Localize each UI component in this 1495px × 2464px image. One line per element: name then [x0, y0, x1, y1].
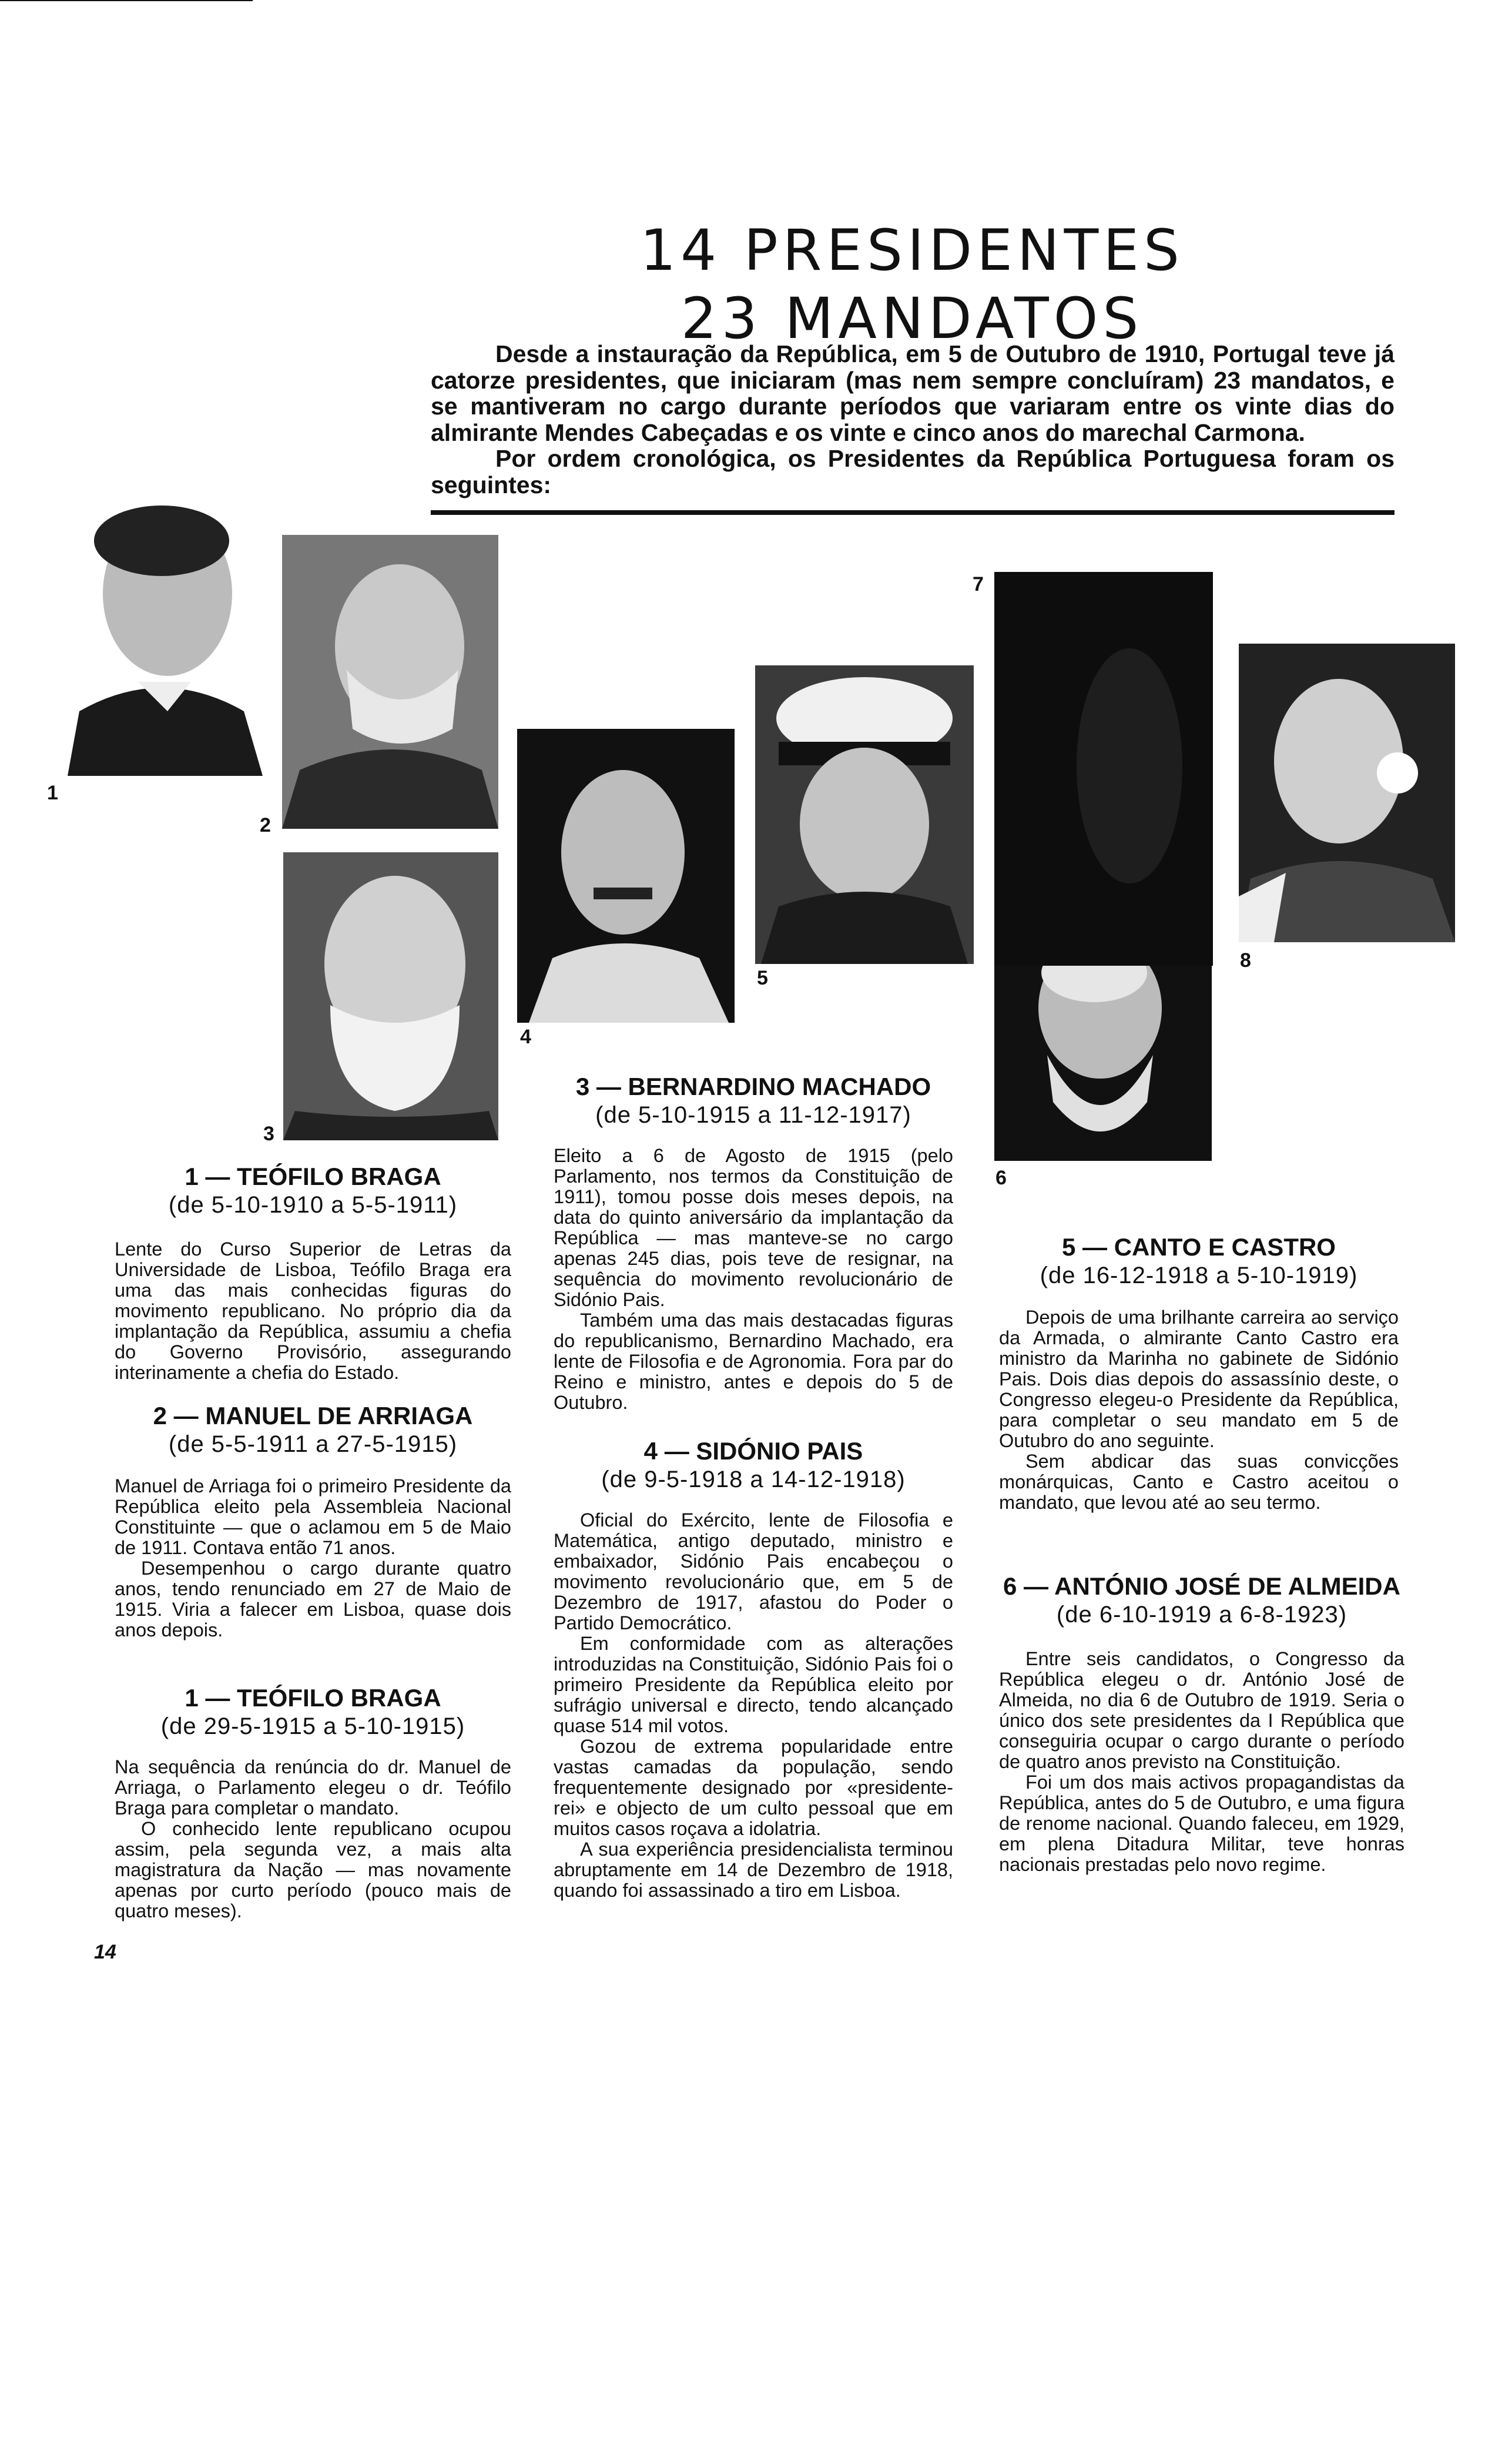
section-paragraph: Eleito a 6 de Agosto de 1915 (pelo Parlamento, nos termos da Constituição de 1911), tomou posse dois meses depois, na data do quinto aniversário da implantação da República — mas manteve-se no cargo apenas 245 dias, pois teve de resignar, na sequência do movimento revolucionário de Sidónio Pais. — [554, 1145, 953, 1310]
section-paragraph: Desempenhou o cargo durante quatro anos, tendo renunciado em 27 de Maio de 1915. Viria a falecer em Lisboa, quase dois anos depois. — [115, 1558, 511, 1641]
section-bernardino-machado — [554, 1073, 953, 1413]
portrait-photo-5 — [755, 665, 974, 964]
section-heading: 3 — BERNARDINO MACHADO — [575, 1073, 931, 1100]
portrait-photo-7 — [994, 572, 1213, 966]
section-antonio-jose-de-almeida — [999, 1572, 1405, 1875]
section-sidonio-pais — [554, 1437, 953, 1901]
page-number: 14 — [94, 1941, 116, 1963]
photo-number: 3 — [263, 1123, 274, 1145]
section-paragraph: Entre seis candidatos, o Congresso da República elegeu o dr. António José de Almeida, no dia 6 de Outubro de 1919. Seria o único dos sete presidentes da I República que conseguiria ocupar o cargo durante o período de quatro anos previsto na Constituição. — [999, 1648, 1405, 1772]
title-line-1: 14 PRESIDENTES — [640, 217, 1184, 283]
photo-number: 8 — [1240, 949, 1251, 972]
top-edge-rule — [0, 0, 253, 1]
section-paragraph: O conhecido lente republicano ocupou assim, pela segunda vez, a mais alta magistratura da Nação — mas novamente apenas por curto período (pouco mais de quatro meses). — [115, 1818, 511, 1921]
section-dates: (de 6-10-1919 a 6-8-1923) — [1056, 1602, 1347, 1628]
section-dates: (de 29-5-1915 a 5-10-1915) — [160, 1713, 465, 1739]
section-dates: (de 5-10-1910 a 5-5-1911) — [168, 1192, 458, 1218]
section-paragraph: Foi um dos mais activos propagandistas da República, antes do 5 de Outubro, e uma figura de renome nacional. Quando faleceu, em 1929, em plena Ditadura Militar, teve honras nacionais prestadas pelo novo regime. — [999, 1772, 1405, 1875]
portrait-photo-8 — [1239, 644, 1455, 942]
section-heading: 6 — ANTÓNIO JOSÉ DE ALMEIDA — [1003, 1572, 1400, 1600]
photo-number: 1 — [47, 782, 58, 804]
section-heading: 2 — MANUEL DE ARRIAGA — [153, 1402, 473, 1429]
portrait-photo-2 — [282, 535, 498, 829]
section-heading: 1 — TEÓFILO BRAGA — [185, 1684, 441, 1712]
section-paragraph: Em conformidade com as alterações introduzidas na Constituição, Sidónio Pais foi o primeiro Presidente da República eleito por sufrágio universal e directo, tendo alcançado quase 514 mil votos. — [554, 1633, 953, 1736]
photo-number: 4 — [520, 1026, 531, 1048]
page-title — [0, 216, 1495, 353]
section-paragraph: Gozou de extrema popularidade entre vastas camadas da população, sendo frequentemente designado por «presidente-rei» e objecto de um culto pessoal que em muitos casos roçava a idolatria. — [554, 1736, 953, 1839]
section-paragraph: Lente do Curso Superior de Letras da Universidade de Lisboa, Teófilo Braga era uma das mais conhecidas figuras do movimento republicano. No próprio dia da implantação da República, assumiu a chefia do Governo Provisório, assegurando interinamente a chefia do Estado. — [115, 1238, 511, 1383]
photo-number: 6 — [995, 1167, 1007, 1189]
section-paragraph: A sua experiência presidencialista terminou abruptamente em 14 de Dezembro de 1918, quando foi assassinado a tiro em Lisboa. — [554, 1839, 953, 1901]
photo-number: 5 — [757, 967, 768, 989]
section-paragraph: Sem abdicar das suas convicções monárquicas, Canto e Castro aceitou o mandato, que levou até ao seu termo. — [999, 1451, 1399, 1513]
intro-paragraph: Desde a instauração da República, em 5 de Outubro de 1910, Portugal teve já catorze presidentes, que iniciaram (mas nem sempre concluíram) 23 mandatos, e se mantiveram no cargo durante períodos que variaram entre os vinte dias do almirante Mendes Cabeçadas e os vinte e cinco anos do marechal Carmona. — [431, 340, 1395, 446]
section-heading: 5 — CANTO E CASTRO — [1062, 1233, 1336, 1261]
section-heading: 1 — TEÓFILO BRAGA — [185, 1163, 441, 1190]
section-dates: (de 16-12-1918 a 5-10-1919) — [1040, 1263, 1358, 1288]
intro-text — [431, 341, 1395, 498]
intro-paragraph: Por ordem cronológica, os Presidentes da República Portuguesa foram os seguintes: — [431, 445, 1395, 498]
section-canto-e-castro — [999, 1233, 1399, 1513]
section-dates: (de 5-5-1911 a 27-5-1915) — [168, 1431, 458, 1457]
portrait-photo-3 — [283, 852, 498, 1140]
section-heading: 4 — SIDÓNIO PAIS — [643, 1437, 863, 1465]
intro-divider — [431, 510, 1395, 515]
section-teofilo-braga-2 — [115, 1684, 511, 1921]
section-paragraph: Oficial do Exército, lente de Filosofia e Matemática, antigo deputado, ministro e embaixador, Sidónio Pais encabeçou o movimento revolucionário que, em 5 de Dezembro de 1917, afastou do Poder o Partido Democrático. — [554, 1509, 953, 1633]
photo-number: 7 — [973, 573, 984, 595]
section-dates: (de 5-10-1915 a 11-12-1917) — [595, 1102, 911, 1128]
title-line-2: 23 MANDATOS — [681, 286, 1144, 351]
section-manuel-de-arriaga — [115, 1402, 511, 1641]
photo-number: 2 — [260, 814, 271, 836]
section-dates: (de 9-5-1918 a 14-12-1918) — [601, 1467, 906, 1492]
portrait-photo-1 — [44, 488, 263, 776]
section-paragraph: Manuel de Arriaga foi o primeiro Presidente da República eleito pela Assembleia Nacional Constituinte — que o aclamou em 5 de Maio de 1911. Contava então 71 anos. — [115, 1475, 511, 1558]
section-paragraph: Na sequência da renúncia do dr. Manuel de Arriaga, o Parlamento elegeu o dr. Teófilo Braga para completar o mandato. — [115, 1756, 511, 1819]
section-paragraph: Também uma das mais destacadas figuras do republicanismo, Bernardino Machado, era lente de Filosofia e de Agronomia. Fora par do Reino e ministro, antes e depois do 5 de Outubro. — [554, 1310, 953, 1413]
section-paragraph: Depois de uma brilhante carreira ao serviço da Armada, o almirante Canto Castro era ministro da Marinha no gabinete de Sidónio Pais. Dois dias depois do assassínio deste, o Congresso elegeu-o Presidente da República, para completar o seu mandato em 5 de Outubro do ano seguinte. — [999, 1307, 1399, 1451]
section-teofilo-braga-1 — [115, 1163, 511, 1383]
portrait-photo-4 — [517, 729, 735, 1023]
